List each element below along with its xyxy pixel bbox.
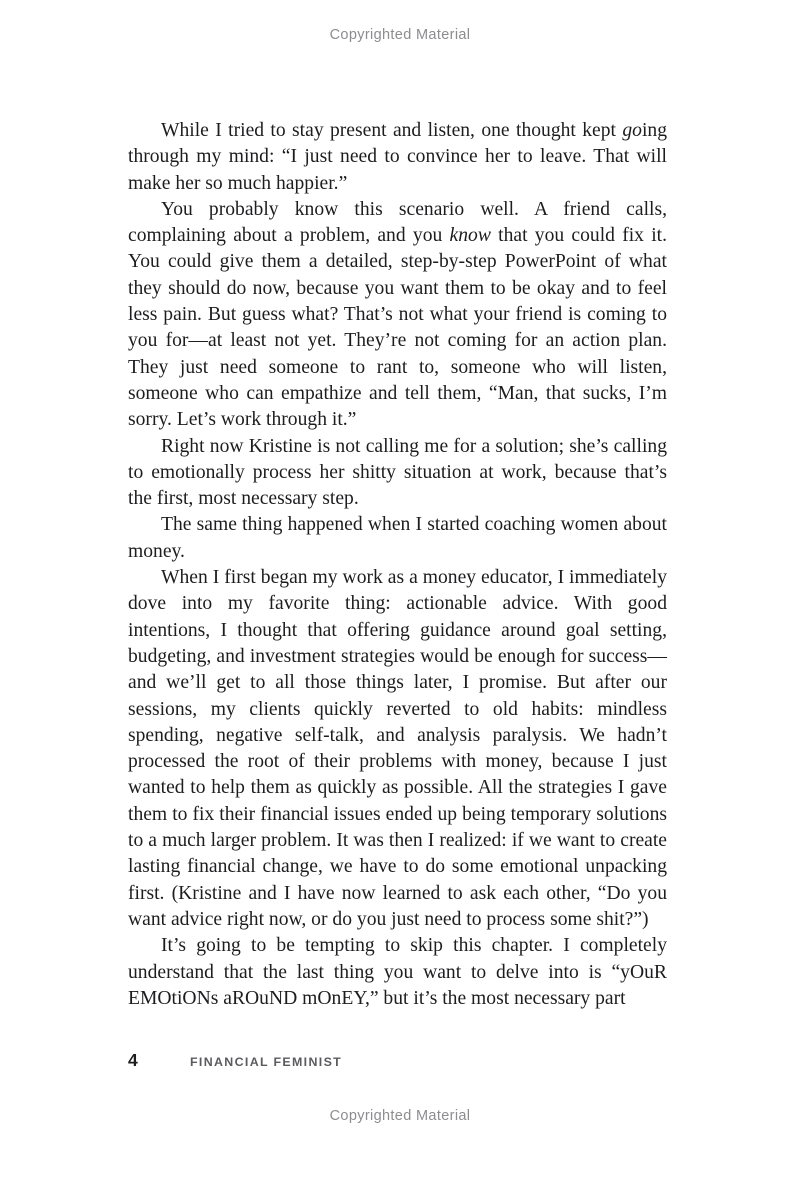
running-head: FINANCIAL FEMINIST: [190, 1055, 343, 1069]
body-text-column: [128, 118, 667, 1012]
paragraph-p2: You probably know this scenario well. A friend calls, complaining about a problem, and you know that you could fix it. You could give them a detailed, step-by-step PowerPoint of what they should do now, because you want them to be okay and to feel less pain. But guess what? That’s not what your friend is coming to you for—at least not yet. They’re not coming for an action plan. They just need someone to rant to, someone who will listen, someone who can empathize and tell them, “Man, that sucks, I’m sorry. Let’s work through it.”: [128, 198, 667, 431]
italic-run: go: [622, 120, 642, 141]
paragraph-p5: When I first began my work as a money educator, I immediately dove into my favorite thing: actionable advice. With good intentions, I thought that offering guidance around goal setting, budgeting, and investment strategies would be enough for success—and we’ll get to all those things later, I promise. But after our sessions, my clients quickly reverted to old habits: mindless spending, negative self-talk, and analysis paralysis. We hadn’t processed the root of their problems with money, because I just wanted to help them as quickly as possible. All the strategies I gave them to fix their financial issues ended up being temporary solutions to a much larger problem. It was then I realized: if we want to create lasting financial change, we have to do some emotional unpacking first. (Kristine and I have now learned to ask each other, “Do you want advice right now, or do you just need to process some shit?”): [128, 567, 667, 930]
paragraph-p4: The same thing happened when I started coaching women about money.: [128, 514, 667, 562]
paragraph-p6: It’s going to be tempting to skip this chapter. I completely understand that the last thing you want to delve into is “yOuR EMOtiONs aROuND mOnEY,” but it’s the most necessary part: [128, 935, 667, 1009]
copyright-watermark-bottom: Copyrighted Material: [329, 1108, 471, 1124]
paragraph-p1: While I tried to stay present and listen, one thought kept going through my mind: “I just need to convince her to leave. That will make her so much happier.”: [128, 120, 667, 194]
page-number: 4: [128, 1050, 138, 1070]
page-footer: [128, 1050, 667, 1071]
copyright-watermark-top: Copyrighted Material: [329, 27, 471, 43]
paragraph-p3: Right now Kristine is not calling me for a solution; she’s calling to emotionally process her shitty situation at work, because that’s the first, most necessary step.: [128, 435, 667, 510]
italic-run: know: [449, 225, 491, 247]
